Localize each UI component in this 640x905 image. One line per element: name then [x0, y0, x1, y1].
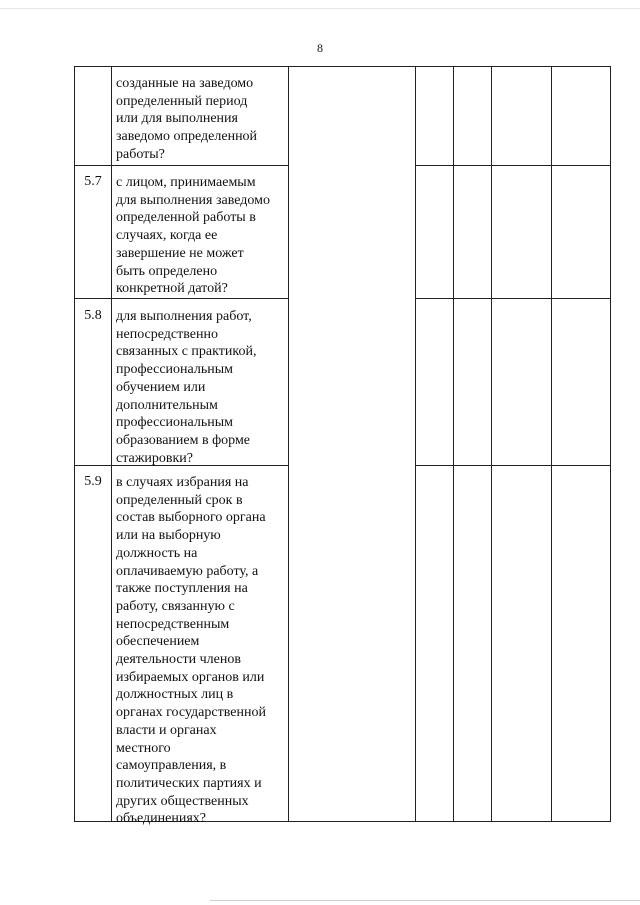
column-divider: [551, 67, 552, 821]
column-divider: [111, 67, 112, 821]
row-divider: [415, 298, 610, 299]
column-divider: [491, 67, 492, 821]
row-number: 5.8: [84, 308, 102, 323]
row-question: созданные на заведомо определенный период или для выполнения заведомо определенной работы?: [116, 76, 258, 162]
row-question: для выполнения работ, непосредственно связанных с практикой, профессиональным обучением или дополнительным профессиональным образованием в форме стажировки?: [116, 309, 257, 466]
column-divider: [288, 67, 289, 821]
row-number: 5.7: [84, 174, 102, 189]
column-divider: [453, 67, 454, 821]
scan-edge: [0, 8, 640, 9]
row-divider: [415, 465, 610, 466]
row-divider: [75, 298, 288, 299]
scan-edge: [210, 900, 640, 901]
row-question: с лицом, принимаемым для выполнения заведомо определенной работы в случаях, когда ее завершение не может быть определено конкретной датой?: [116, 175, 271, 297]
checklist-table: [74, 66, 611, 827]
page-number: 8: [317, 41, 323, 55]
row-divider: [415, 165, 610, 166]
row-number: 5.9: [84, 474, 102, 489]
column-divider: [415, 67, 416, 821]
row-divider: [75, 165, 288, 166]
row-question: в случаях избрания на определенный срок в состав выборного органа или на выборную должность на оплачиваемую работу, а также поступления на работу, связанную с непосредственным обеспечением деятельности членов избираемых органов или должностных лиц в органах государственной власти и органах местного самоуправления, в политических партиях и других общественных объединениях?: [116, 475, 266, 827]
